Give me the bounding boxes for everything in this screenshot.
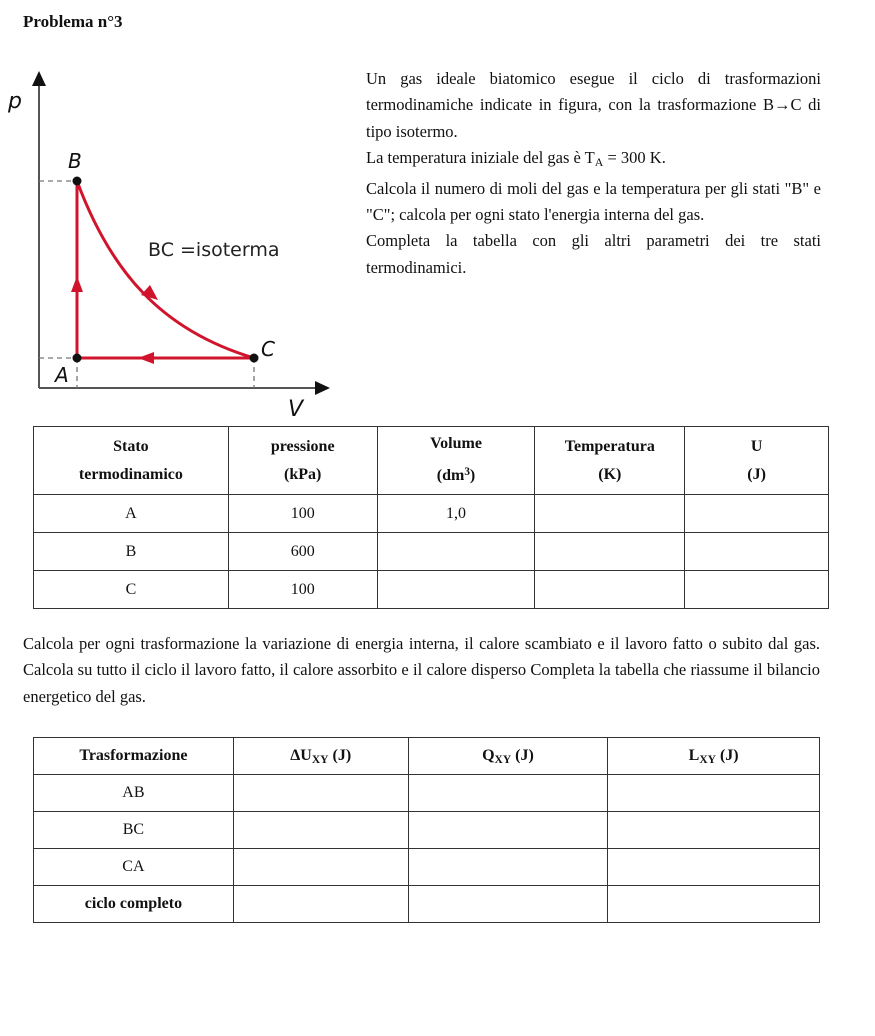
header-delta-u: $\Delta U_{XY}$ (J) [233,738,408,775]
point-a [73,354,82,363]
point-c [250,354,259,363]
cell-q[interactable] [408,775,608,812]
cell-pressure: 100 [228,495,377,533]
header-volume: Volume $(dm^3)$ [377,427,535,495]
cell-transformation: AB [34,775,234,812]
cell-volume[interactable] [377,571,535,609]
energy-balance-instructions: Calcola per ogni trasformazione la variazione di energia interna, il calore scambiato e il lavoro fatto o subito dal gas. Calcola su tutto il ciclo il lavoro fatto, il calore assorbito e il calore disperso Completa la tabella che riassume il bilancio energetico del gas. [23,634,820,706]
cell-volume[interactable]: 1,0 [377,495,535,533]
table-row [34,849,820,886]
table-row [34,571,829,609]
subscript: A [594,155,604,170]
cell-temperature[interactable] [535,571,685,609]
table-header-row [34,427,829,495]
table-row [34,533,829,571]
arrow-up-icon [71,276,83,292]
header-u: U (J) [685,427,829,495]
cell-l[interactable] [608,812,820,849]
table-header-row [34,738,820,775]
cell-volume[interactable] [377,533,535,571]
intro-paragraph-3: Calcola il numero di moli del gas e la temperatura per gli stati "B" e "C"; calcola per ogni stato l'energia interna del gas. [366,178,821,224]
cell-state: C [34,571,229,609]
cell-q[interactable] [408,886,608,923]
cell-q[interactable] [408,812,608,849]
cell-transformation: ciclo completo [34,886,234,923]
header-l: $L_{XY}$ (J) [608,738,820,775]
point-b [73,177,82,186]
cell-temperature[interactable] [535,495,685,533]
cell-temperature[interactable] [535,533,685,571]
x-axis-label: V [288,397,304,420]
cell-state: A [34,495,229,533]
isotherm-annotation: BC =isoterma [148,239,280,261]
header-trasformazione: Trasformazione [34,738,234,775]
cell-l[interactable] [608,775,820,812]
table-row [34,775,820,812]
cell-delta-u[interactable] [233,886,408,923]
intro-paragraph-2 [366,145,821,175]
y-axis-arrow-icon [32,71,46,86]
intro-text: = 300 K. [603,148,666,168]
process-bc-isotherm [77,181,254,358]
cell-pressure: 100 [228,571,377,609]
label-b: B [68,149,82,173]
pv-diagram [0,60,360,420]
cell-pressure: 600 [228,533,377,571]
x-axis-arrow-icon [315,381,330,395]
cell-delta-u[interactable] [233,775,408,812]
energy-balance-table [33,737,820,923]
problem-title: Problema n°3 [23,12,123,31]
cell-state: B [34,533,229,571]
intro-paragraph-1: Un gas ideale biatomico esegue il ciclo di trasformazioni termodinamiche indicate in figura, con la trasformazione B→C di tipo isotermo. [366,69,821,141]
header-temperatura: Temperatura (K) [535,427,685,495]
label-c: C [261,337,275,361]
intro-paragraph-4: Completa la tabella con gli altri parametri dei tre stati termodinamici. [366,231,821,277]
table-row [34,495,829,533]
states-table [33,426,829,609]
cell-delta-u[interactable] [233,812,408,849]
cell-l[interactable] [608,849,820,886]
problem-intro [366,66,821,281]
cell-transformation: CA [34,849,234,886]
table-row [34,812,820,849]
cell-delta-u[interactable] [233,849,408,886]
table-row [34,886,820,923]
arrow-left-icon [138,352,154,364]
intro-text: La temperatura iniziale del gas è T [366,148,595,168]
header-stato: Stato termodinamico [34,427,229,495]
cell-q[interactable] [408,849,608,886]
y-axis-label: p [8,89,22,114]
cell-l[interactable] [608,886,820,923]
cell-internal-energy[interactable] [685,571,829,609]
cell-transformation: BC [34,812,234,849]
cell-internal-energy[interactable] [685,533,829,571]
header-q: $Q_{XY}$ (J) [408,738,608,775]
label-a: A [55,363,69,387]
cell-internal-energy[interactable] [685,495,829,533]
header-pressione: pressione (kPa) [228,427,377,495]
